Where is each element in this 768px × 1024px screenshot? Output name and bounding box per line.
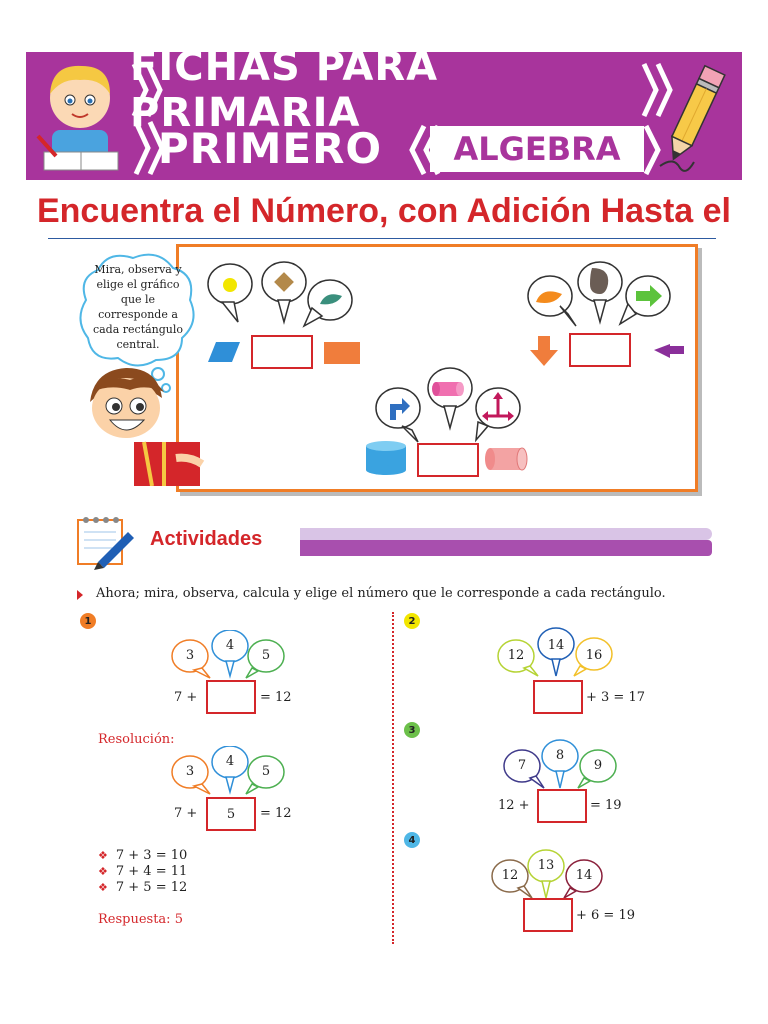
balloon-diamond-brown: [262, 262, 306, 322]
equation-left: 7 +: [174, 806, 198, 821]
pencil-illustration: [650, 58, 740, 176]
answer-box: [252, 336, 312, 368]
banner-grade: PRIMERO: [157, 123, 383, 173]
answer-box[interactable]: [523, 898, 573, 932]
page-title: Encuentra el Número, con Adición Hasta el: [36, 192, 731, 230]
balloon-cylinder-pink: [428, 368, 472, 428]
balloon-circle-yellow: [208, 264, 252, 322]
diamond-bullet-icon: ❖: [98, 849, 108, 862]
shape-parallelogram-blue: [208, 342, 240, 362]
banner-title: FICHAS PARA PRIMARIA: [130, 44, 439, 136]
intro-shapes: [176, 244, 692, 486]
step-text: 7 + 4 = 11: [115, 864, 188, 879]
exercise-number-badge: 2: [404, 613, 420, 629]
activities-bar-light: [300, 528, 712, 540]
step-item: [98, 848, 187, 863]
equation-right: + 6 = 19: [576, 908, 635, 923]
answer-box[interactable]: [533, 680, 583, 714]
instruction-text: Ahora; mira, observa, calcula y elige el número que le corresponde a cada rectángulo.: [96, 586, 666, 601]
diamond-bullet-icon: ❖: [98, 865, 108, 878]
shape-rectangle-orange: [324, 342, 360, 364]
balloon-value: 16: [585, 648, 603, 663]
answer-box[interactable]: [537, 789, 587, 823]
balloon-value: 12: [507, 648, 525, 663]
balloon-value: 14: [575, 868, 593, 883]
balloon-value: 3: [185, 648, 195, 663]
answer-text: Respuesta: 5: [98, 912, 183, 927]
balloon-value: 9: [593, 758, 603, 773]
shape-cylinder-blue: [366, 441, 406, 475]
title-divider: [48, 238, 716, 239]
activities-heading: Actividades: [150, 528, 263, 550]
answer-box[interactable]: [206, 680, 256, 714]
balloon-value: 12: [501, 868, 519, 883]
balloon-cross-arrows-magenta: [476, 388, 520, 440]
balloon-value: 4: [225, 638, 235, 653]
equation-right: = 12: [260, 690, 292, 705]
balloon-value: 5: [261, 764, 271, 779]
balloon-value: 7: [517, 758, 527, 773]
shape-arrow-left-purple: [654, 344, 684, 358]
resolution-label: Resolución:: [98, 732, 175, 747]
balloon-arrow-green: [620, 276, 670, 324]
activities-bar: [300, 540, 712, 556]
equation-right: + 3 = 17: [586, 690, 645, 705]
balloon-value: 5: [261, 648, 271, 663]
boy-reading-illustration: [30, 56, 130, 176]
shape-arrow-down-orange: [530, 336, 558, 366]
equation-left: 12 +: [498, 798, 530, 813]
step-text: 7 + 3 = 10: [115, 848, 188, 863]
exercise-number-badge: 1: [80, 613, 96, 629]
shape-cylinder-pink: [485, 448, 527, 470]
balloon-value: 4: [225, 754, 235, 769]
balloon-value: 3: [185, 764, 195, 779]
balloon-value: 8: [555, 748, 565, 763]
column-divider: [392, 612, 394, 944]
instruction-bullet-icon: [77, 590, 83, 600]
step-text: 7 + 5 = 12: [115, 880, 188, 895]
exercise-number-badge: 3: [404, 722, 420, 738]
balloon-turn-arrow-blue: [376, 388, 420, 442]
notebook-pen-icon: [72, 512, 136, 570]
thought-cloud-text: Mira, observa y elige el gráfico que le corresponde a cada rectángulo central.: [92, 263, 184, 351]
balloon-leaf-teal: [304, 280, 352, 326]
boy-pointing-illustration: [80, 362, 206, 486]
balloon-value: 13: [537, 858, 555, 873]
banner-subject-tag: ALGEBRA: [430, 126, 644, 172]
answer-box: [570, 334, 630, 366]
balloon-value: 14: [547, 638, 565, 653]
exercise-number-badge: 4: [404, 832, 420, 848]
answer-box-filled: 5: [206, 797, 256, 831]
equation-right: = 12: [260, 806, 292, 821]
equation-left: 7 +: [174, 690, 198, 705]
diamond-bullet-icon: ❖: [98, 881, 108, 894]
balloon-leaf-orange: [528, 276, 576, 326]
balloon-drop-gray: [578, 262, 622, 322]
answer-box: [418, 444, 478, 476]
step-item: [98, 864, 187, 879]
step-item: [98, 880, 187, 895]
equation-right: = 19: [590, 798, 622, 813]
